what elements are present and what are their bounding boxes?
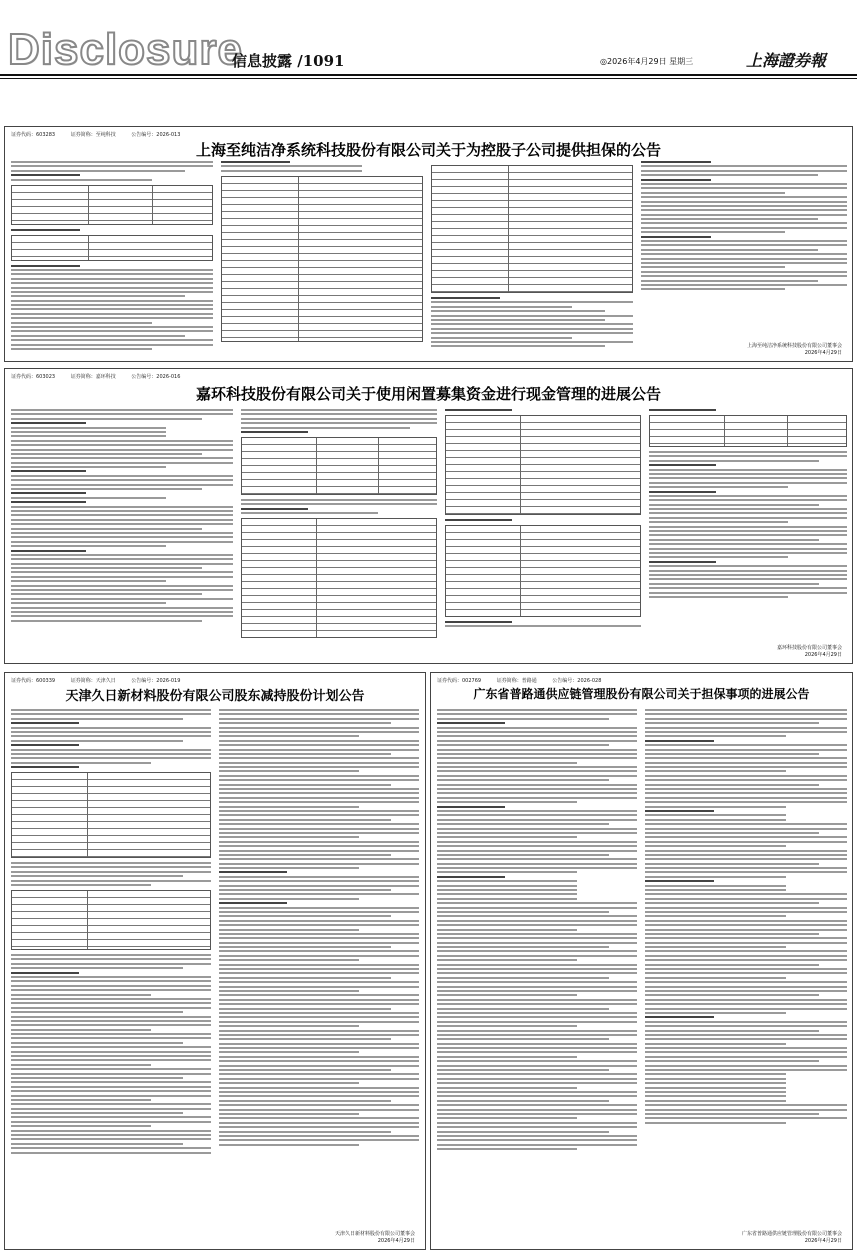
text-column: [219, 709, 419, 1229]
data-table: [241, 437, 437, 495]
announcement-title: 嘉环科技股份有限公司关于使用闲置募集资金进行现金管理的进展公告: [195, 385, 661, 403]
announcement-number: 公告编号：2026-019: [131, 678, 181, 684]
announcement-pulutong: [430, 672, 853, 1250]
signature: 嘉环科技股份有限公司董事会 2026年4月29日: [776, 645, 842, 658]
announcement-jiuri: [4, 672, 426, 1250]
stock-code: 证券代码：600339: [11, 678, 56, 684]
body-text: [11, 161, 213, 181]
stock-abbr: 证券简称：普路通: [496, 678, 537, 684]
announcement-meta: [11, 131, 194, 138]
stock-code: 证券代码：603023: [11, 374, 56, 380]
text-column: [437, 709, 637, 1245]
text-column: [431, 161, 633, 357]
data-table: [241, 518, 437, 638]
stock-abbr: 证券简称：至纯科技: [70, 132, 116, 138]
announcement-title: 广东省普路通供应链管理股份有限公司关于担保事项的进展公告: [473, 687, 810, 701]
announcement-number: 公告编号：2026-016: [131, 374, 181, 380]
text-column: [11, 409, 233, 659]
announcement-number: 公告编号：2026-013: [131, 132, 181, 138]
announcement-title: 天津久日新材料股份有限公司股东减持股份计划公告: [65, 689, 365, 704]
data-table: [221, 176, 423, 342]
masthead-english: Disclosure: [8, 25, 243, 74]
stock-code: 证券代码：002769: [437, 678, 482, 684]
announcement-number: 公告编号：2026-028: [552, 678, 602, 684]
text-column: [221, 161, 423, 357]
section-title: 信息披露 /1091: [232, 52, 345, 70]
stock-abbr: 证券简称：天津久日: [70, 678, 116, 684]
data-table: [445, 525, 641, 617]
text-column: [445, 409, 641, 659]
stock-abbr: 证券简称：嘉环科技: [70, 374, 116, 380]
text-column: [11, 709, 211, 1245]
stock-code: 证券代码：603283: [11, 132, 56, 138]
edition-info: ◎2026年4月29日 星期三: [600, 57, 694, 66]
data-table: [649, 415, 847, 447]
data-table: [11, 772, 211, 858]
data-table: [445, 415, 641, 515]
announcement-zhichun: [4, 126, 853, 362]
data-table: [11, 185, 213, 225]
data-table: [431, 165, 633, 293]
data-table: [11, 890, 211, 950]
announcement-meta: [437, 677, 615, 684]
text-column: [649, 409, 847, 659]
announcement-jiahuan: [4, 368, 853, 664]
signature: 天津久日新材料股份有限公司董事会 2026年4月29日: [334, 1231, 415, 1244]
text-column: [645, 709, 847, 1229]
text-column: [641, 161, 847, 357]
header-rule-thin: [0, 78, 857, 79]
announcement-meta: [11, 677, 194, 684]
announcement-title: 上海至纯洁净系统科技股份有限公司关于为控股子公司提供担保的公告: [195, 141, 661, 159]
signature: 上海至纯洁净系统科技股份有限公司董事会 2026年4月29日: [746, 343, 842, 356]
text-column: [11, 161, 213, 357]
paper-logo: 上海證券報: [746, 51, 827, 70]
header-rule: [0, 74, 857, 76]
signature: 广东省普路通供应链管理股份有限公司董事会 2026年4月29日: [741, 1231, 842, 1244]
data-table: [11, 235, 213, 261]
announcement-meta: [11, 373, 194, 380]
text-column: [241, 409, 437, 659]
